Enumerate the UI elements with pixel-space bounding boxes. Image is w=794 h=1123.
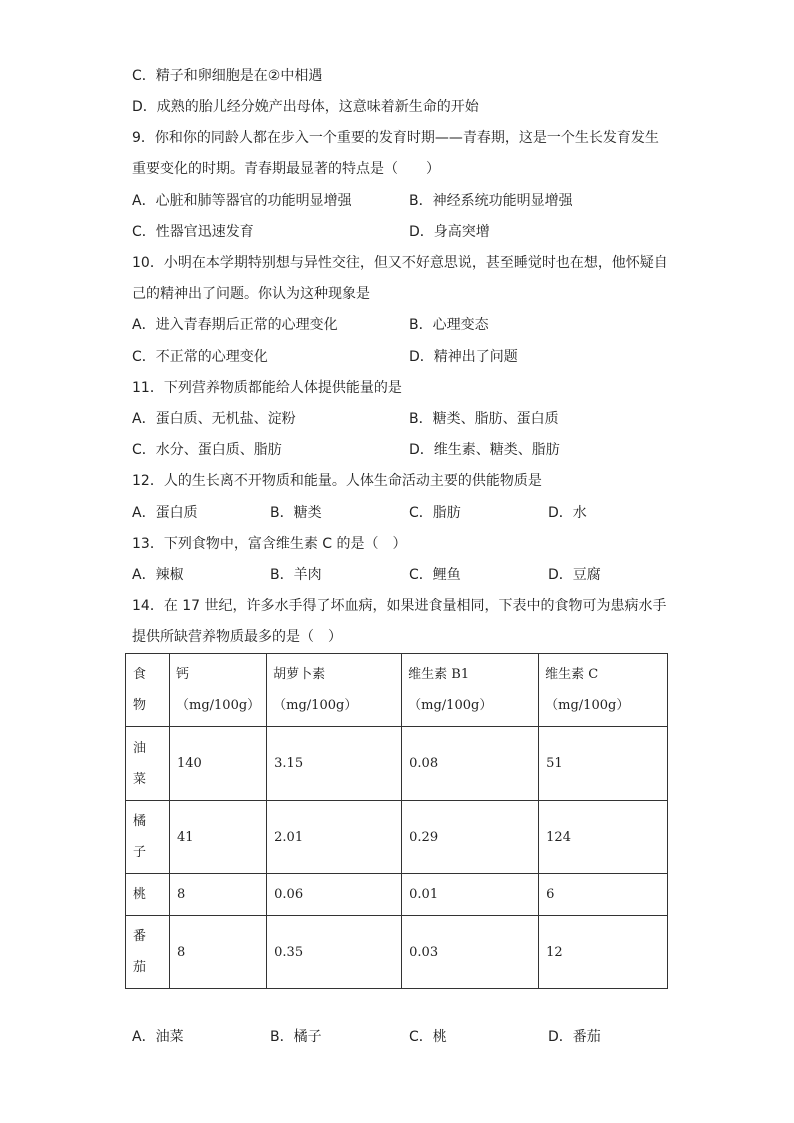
calcium-value: 41 [170, 801, 267, 874]
q11-option-d: D．维生素、糖类、脂肪 [409, 442, 560, 458]
calcium-value: 8 [170, 916, 267, 989]
q9-option-c: C．性器官迅速发育 [132, 224, 254, 240]
vitamin-b1-value: 0.03 [402, 916, 539, 989]
q10-option-a: A．进入青春期后正常的心理变化 [132, 317, 338, 333]
food-name-char-2: 子 [133, 845, 147, 860]
header-carotene: 胡萝卜素（mg/100g） [267, 654, 402, 727]
vitamin-c-value: 6 [539, 874, 668, 916]
q14-option-c: C．桃 [409, 1029, 447, 1045]
q8-option-c: C．精子和卵细胞是在②中相遇 [132, 68, 323, 84]
food-name [126, 874, 170, 916]
carotene-value: 0.06 [267, 874, 402, 916]
header-vitamin-c [539, 654, 668, 727]
table-row [126, 727, 668, 801]
table-row [126, 916, 668, 989]
q12-option-b: B．糖类 [270, 505, 322, 521]
q9-option-d: D．身高突增 [409, 224, 490, 240]
vitamin-c-value: 124 [539, 801, 668, 874]
food-name [126, 801, 170, 874]
q11-option-b: B．糖类、脂肪、蛋白质 [409, 411, 559, 427]
vitamin-b1-value: 0.01 [402, 874, 539, 916]
q12-option-c: C．脂肪 [409, 505, 461, 521]
q12-option-a: A．蛋白质 [132, 505, 198, 521]
q14-stem-line-1: 14．在 17 世纪，许多水手得了坏血病，如果进食量相同，下表中的食物可为患病水手 [132, 598, 667, 614]
q9-option-b: B．神经系统功能明显增强 [409, 193, 573, 209]
q14-stem-line-2: 提供所缺营养物质最多的是（ ） [132, 629, 342, 645]
header-food-char-1: 食 [133, 667, 147, 682]
nutrition-table [125, 653, 668, 989]
food-name-char-2: 茄 [133, 960, 147, 975]
table-row [126, 874, 668, 916]
header-food [126, 654, 170, 727]
q11-option-a: A．蛋白质、无机盐、淀粉 [132, 411, 296, 427]
header-calcium: 钙（mg/100g） [170, 654, 267, 727]
vitamin-c-value: 12 [539, 916, 668, 989]
calcium-value: 8 [170, 874, 267, 916]
q11-option-c: C．水分、蛋白质、脂肪 [132, 442, 282, 458]
q11-stem: 11．下列营养物质都能给人体提供能量的是 [132, 380, 402, 396]
food-name-char-2: 菜 [133, 771, 147, 787]
food-name-char-1: 番 [133, 929, 147, 944]
table-header-row [126, 654, 668, 727]
food-name [126, 916, 170, 989]
header-vitamin-b1-unit: （mg/100g） [408, 698, 493, 713]
q10-stem-line-1: 10．小明在本学期特别想与异性交往，但又不好意思说，甚至睡觉时也在想，他怀疑自 [132, 255, 668, 271]
header-vitamin-c-unit: （mg/100g） [545, 698, 630, 713]
q10-option-c: C．不正常的心理变化 [132, 349, 268, 365]
header-vitamin-b1 [402, 654, 539, 727]
food-name-char-1: 橘 [133, 814, 147, 829]
q13-option-d: D．豆腐 [548, 567, 601, 583]
header-vitamin-b1-name: 维生素 B1 [408, 667, 470, 682]
q9-option-a: A．心脏和肺等器官的功能明显增强 [132, 193, 352, 209]
vitamin-b1-value: 0.29 [402, 801, 539, 874]
q10-option-b: B．心理变态 [409, 317, 489, 333]
q14-option-a: A．油菜 [132, 1029, 184, 1045]
q13-option-c: C．鲤鱼 [409, 567, 461, 583]
food-name-char-1: 桃 [133, 887, 147, 902]
q8-option-d: D．成熟的胎儿经分娩产出母体，这意味着新生命的开始 [132, 99, 479, 115]
q13-option-b: B．羊肉 [270, 567, 322, 583]
q14-option-b: B．橘子 [270, 1029, 322, 1045]
q12-option-d: D．水 [548, 505, 587, 521]
food-name [126, 727, 170, 801]
vitamin-c-value: 51 [539, 727, 668, 801]
q9-stem-line-2: 重要变化的时期。青春期最显著的特点是（ ） [132, 161, 440, 177]
vitamin-b1-value: 0.08 [402, 727, 539, 801]
q10-option-d: D．精神出了问题 [409, 349, 518, 365]
q14-option-d: D．番茄 [548, 1029, 601, 1045]
q13-stem: 13．下列食物中，富含维生素 C 的是（ ） [132, 536, 407, 552]
q13-option-a: A．辣椒 [132, 567, 184, 583]
carotene-value: 2.01 [267, 801, 402, 874]
header-food-char-2: 物 [133, 698, 147, 713]
carotene-value: 3.15 [267, 727, 402, 801]
table-row [126, 801, 668, 874]
header-vitamin-c-name: 维生素 C [545, 667, 599, 682]
q12-stem: 12．人的生长离不开物质和能量。人体生命活动主要的供能物质是 [132, 473, 542, 489]
q9-stem-line-1: 9．你和你的同龄人都在步入一个重要的发育时期——青春期，这是一个生长发育发生 [132, 130, 659, 146]
calcium-value: 140 [170, 727, 267, 801]
carotene-value: 0.35 [267, 916, 402, 989]
food-name-char-1: 油 [133, 740, 147, 756]
q10-stem-line-2: 己的精神出了问题。你认为这种现象是 [132, 286, 370, 302]
